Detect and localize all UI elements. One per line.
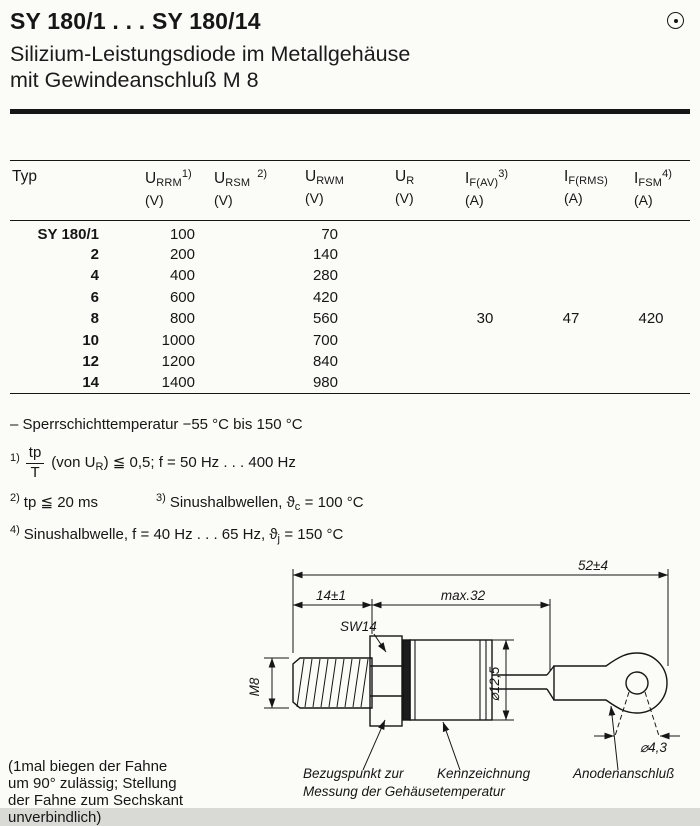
dimension-labels — [247, 558, 674, 799]
cell-urwm: 840 — [312, 353, 338, 371]
note-fahne-line-1: (1mal biegen der Fahne — [8, 757, 168, 775]
cell-ifav — [440, 221, 530, 244]
table-row — [10, 308, 690, 330]
cell-ifav — [440, 372, 530, 394]
table-row — [10, 221, 690, 244]
thread-size-label: M8 — [247, 677, 262, 697]
cell-ur — [356, 308, 440, 330]
hole-diameter-label: ⌀4,3 — [640, 739, 667, 755]
footnote-4-marker: 4) — [10, 523, 20, 536]
cell-ifrms — [530, 329, 612, 351]
cell-ifsm — [612, 329, 690, 351]
cell-urrm: 100 — [169, 226, 195, 244]
sw14-leader — [374, 634, 386, 652]
title-bar — [10, 6, 690, 35]
cell-ifav — [440, 243, 530, 265]
cell-ifav: 30 — [476, 310, 494, 328]
cell-ifrms — [530, 351, 612, 373]
cell-typ: 6 — [90, 288, 99, 306]
cell-urwm: 140 — [312, 245, 338, 263]
ref-point-label-line-2: Messung der Gehäusetemperatur — [303, 783, 505, 799]
cell-typ: 4 — [90, 267, 99, 285]
dim-max-extensions — [372, 599, 550, 671]
cell-ifrms — [530, 265, 612, 287]
table-row — [10, 329, 690, 351]
ref-point-label-line-1: Bezugspunkt zur — [303, 765, 404, 781]
cell-ifrms — [530, 286, 612, 308]
cell-typ: 14 — [82, 374, 99, 392]
cell-ursm — [213, 329, 288, 351]
note-fahne — [8, 758, 208, 826]
cell-ifav — [440, 265, 530, 287]
cell-ursm — [213, 286, 288, 308]
cell-urrm: 1400 — [161, 374, 195, 392]
ref-point-leader — [363, 720, 385, 770]
dim-overall-label: 52±4 — [578, 557, 608, 573]
cell-urwm: 420 — [312, 288, 338, 306]
footnote-3-text: Sinushalbwellen, $ϑ_c = 100$ °C — [169, 493, 364, 513]
subtitle-line-1: Silizium-Leistungsdiode im Metallgehäuse — [10, 42, 411, 66]
footnote-4 — [10, 524, 690, 545]
cell-ursm — [213, 243, 288, 265]
cell-ursm — [213, 308, 288, 330]
dim-stud-label: 14±1 — [316, 587, 346, 603]
col-header-urwm: $U_{RWM}$ (V) — [288, 161, 356, 221]
page-title: SY 180/1 . . . SY 180/14 — [10, 8, 261, 34]
col-header-urrm: $U_{RRM}^{1)}$ (V) — [103, 161, 213, 221]
cell-ifsm — [612, 351, 690, 373]
cell-ur — [356, 329, 440, 351]
dim-max-label: max.32 — [440, 587, 486, 603]
subtitle-line-2: mit Gewindeanschluß M 8 — [10, 68, 259, 93]
table-row — [10, 351, 690, 373]
cell-ur — [356, 221, 440, 244]
cell-ursm — [213, 372, 288, 394]
seal-washer — [403, 640, 410, 720]
hex-nut — [370, 636, 402, 726]
thread-hatch — [297, 659, 368, 707]
cell-ifrms — [530, 243, 612, 265]
anode-label: Anodenanschluß — [573, 765, 675, 781]
cell-ifav — [440, 351, 530, 373]
note-fahne-line-3: der Fahne zum Sechskant — [8, 792, 184, 810]
cell-typ: 12 — [82, 353, 99, 371]
cell-ifsm — [612, 265, 690, 287]
cell-ur — [356, 286, 440, 308]
cell-ur — [356, 243, 440, 265]
footnote-2-marker: 2) — [10, 491, 20, 504]
cell-ursm — [213, 351, 288, 373]
cell-ur — [356, 372, 440, 394]
cell-urrm: 200 — [169, 245, 195, 263]
cell-typ: 2 — [90, 245, 99, 263]
cell-urwm: 280 — [312, 267, 338, 285]
cell-ur — [356, 351, 440, 373]
cell-urrm: 1200 — [161, 353, 195, 371]
cell-ursm — [213, 221, 288, 244]
footnote-2-3 — [10, 492, 690, 513]
dim-thread-extensions — [264, 658, 289, 708]
cell-typ: 8 — [90, 310, 99, 328]
col-header-ifav: $I_{F(AV)}^{3)}$ (A) — [440, 161, 530, 221]
note-junction-temperature: – Sperrschichttemperatur −55 °C bis 150 °C — [10, 416, 303, 434]
cell-urrm: 1000 — [161, 331, 195, 349]
solder-tab — [554, 653, 667, 713]
cell-ifsm — [612, 243, 690, 265]
footnote-2-text: tp ≦ 20 ms — [23, 493, 99, 511]
cell-ifrms — [530, 372, 612, 394]
col-header-typ: Typ — [10, 161, 103, 221]
hex-nut-faces — [370, 666, 402, 696]
cell-urwm: 980 — [312, 374, 338, 392]
circled-dot-icon — [667, 12, 684, 29]
cell-urwm: 560 — [312, 310, 338, 328]
cell-ur — [356, 265, 440, 287]
divider-rule — [10, 109, 690, 114]
marking-label: Kennzeichnung — [437, 765, 531, 781]
footnotes — [10, 416, 690, 545]
table-header-row — [10, 161, 690, 221]
cell-ifrms: 47 — [562, 310, 580, 328]
note-fahne-line-2: um 90° zulässig; Stellung — [8, 775, 177, 793]
cell-ifav — [440, 286, 530, 308]
cell-urwm: 70 — [321, 226, 338, 244]
fraction-tp-over-T: $\frac{tp}{T}$ — [26, 444, 45, 481]
col-header-ursm: $U_{RSM}^{2)}$ (V) — [213, 161, 288, 221]
cell-ifsm — [612, 221, 690, 244]
cell-typ: 10 — [82, 331, 99, 349]
anode-leader — [611, 706, 618, 770]
table-row — [10, 286, 690, 308]
cell-urrm: 800 — [169, 310, 195, 328]
dim-hole-projection — [615, 692, 659, 736]
cell-urrm: 400 — [169, 267, 195, 285]
cell-ifsm — [612, 372, 690, 394]
marking-leader — [443, 722, 460, 770]
cell-ifsm — [612, 286, 690, 308]
diode-outline — [293, 636, 667, 726]
cell-ursm — [213, 265, 288, 287]
footnote-1-text: (von $U_R$) ≦ 0,5; f = 50 Hz . . . 400 Hz — [51, 453, 296, 473]
table-row — [10, 265, 690, 287]
tab-hole — [626, 672, 648, 694]
col-header-ifsm: $I_{FSM}^{4)}$ (A) — [612, 161, 690, 221]
col-header-ifrms: $I_{F(RMS)}$ (A) — [530, 161, 612, 221]
cell-ifsm: 420 — [638, 310, 664, 328]
cell-typ: SY 180/1 — [37, 226, 99, 244]
footnote-1-marker: 1) — [10, 451, 20, 464]
page-subtitle — [10, 41, 690, 93]
tab-crimp — [547, 666, 554, 700]
wrench-size-label: SW14 — [340, 618, 377, 634]
table-row — [10, 372, 690, 394]
footnote-1 — [10, 444, 690, 481]
cell-urrm: 600 — [169, 288, 195, 306]
cell-urwm: 700 — [312, 331, 338, 349]
body-diameter-label: ⌀12,5 — [487, 666, 502, 702]
note-fahne-line-4: unverbindlich) — [8, 809, 102, 826]
footnote-3-marker: 3) — [156, 491, 166, 504]
col-header-ur: $U_R$ (V) — [356, 161, 440, 221]
case-body-lines — [415, 640, 486, 720]
table-row — [10, 243, 690, 265]
cell-ifav — [440, 329, 530, 351]
cell-ifrms — [530, 221, 612, 244]
outline-drawing — [0, 556, 700, 826]
footnote-4-text: Sinushalbwelle, f = 40 Hz . . . 65 Hz, $ϑ_j = 150$ °C — [23, 525, 344, 545]
ratings-table — [10, 160, 690, 394]
